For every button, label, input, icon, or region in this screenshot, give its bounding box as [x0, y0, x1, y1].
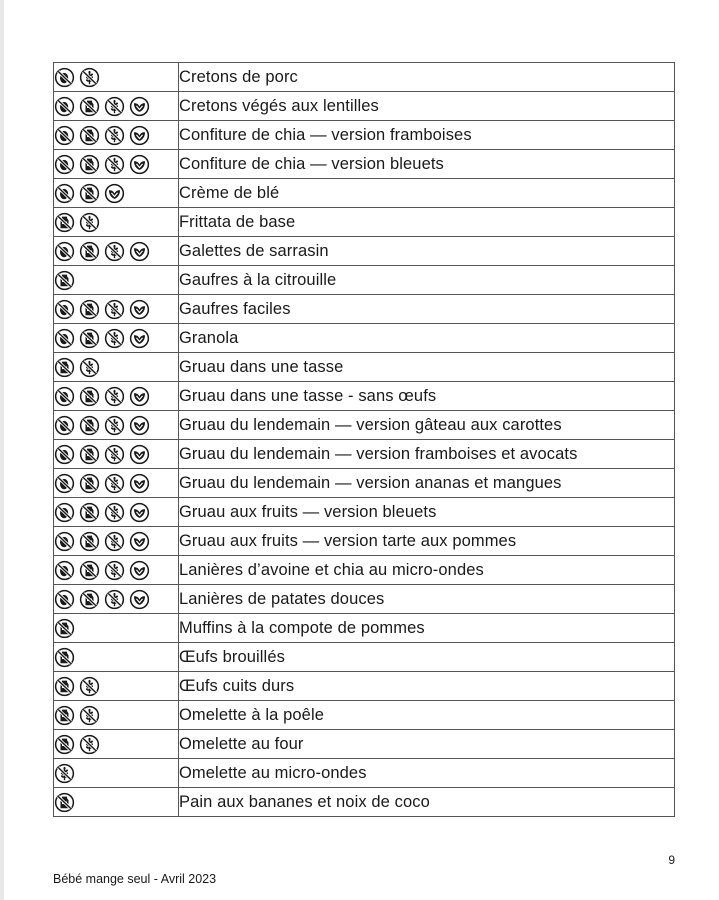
recipe-table	[53, 62, 675, 817]
recipe-name: Gruau du lendemain — version ananas et mangues	[179, 469, 675, 498]
recipe-name: Lanières d’avoine et chia au micro-ondes	[179, 556, 675, 585]
allergen-icons-cell	[54, 788, 179, 817]
no-gluten-icon	[104, 473, 125, 494]
allergen-icons-cell	[54, 672, 179, 701]
allergen-icons-cell	[54, 295, 179, 324]
table-row	[54, 730, 675, 759]
table-row	[54, 324, 675, 353]
allergen-icons-cell	[54, 730, 179, 759]
table-row	[54, 527, 675, 556]
allergen-icons-cell	[54, 469, 179, 498]
table-row	[54, 469, 675, 498]
table-row	[54, 121, 675, 150]
no-gluten-icon	[104, 125, 125, 146]
no-egg-icon	[54, 125, 75, 146]
no-dairy-icon	[79, 589, 100, 610]
recipe-name: Galettes de sarrasin	[179, 237, 675, 266]
no-egg-icon	[54, 328, 75, 349]
no-egg-icon	[54, 96, 75, 117]
no-dairy-icon	[79, 560, 100, 581]
recipe-name: Œufs brouillés	[179, 643, 675, 672]
no-egg-icon	[54, 444, 75, 465]
no-egg-icon	[54, 183, 75, 204]
no-egg-icon	[54, 241, 75, 262]
allergen-icons-cell	[54, 614, 179, 643]
no-egg-icon	[54, 473, 75, 494]
no-egg-icon	[54, 415, 75, 436]
table-row	[54, 266, 675, 295]
no-gluten-icon	[104, 386, 125, 407]
vegan-icon	[104, 183, 125, 204]
allergen-icons-cell	[54, 150, 179, 179]
recipe-name: Gruau dans une tasse	[179, 353, 675, 382]
no-gluten-icon	[104, 589, 125, 610]
vegan-icon	[129, 531, 150, 552]
no-dairy-icon	[54, 676, 75, 697]
allergen-icons-cell	[54, 585, 179, 614]
no-dairy-icon	[79, 444, 100, 465]
table-row	[54, 614, 675, 643]
no-dairy-icon	[54, 734, 75, 755]
no-dairy-icon	[79, 96, 100, 117]
allergen-icons-cell	[54, 121, 179, 150]
no-gluten-icon	[104, 531, 125, 552]
vegan-icon	[129, 241, 150, 262]
recipe-name: Gaufres faciles	[179, 295, 675, 324]
no-gluten-icon	[104, 299, 125, 320]
no-dairy-icon	[79, 241, 100, 262]
no-gluten-icon	[104, 328, 125, 349]
table-row	[54, 440, 675, 469]
no-dairy-icon	[79, 299, 100, 320]
no-gluten-icon	[54, 763, 75, 784]
no-egg-icon	[54, 502, 75, 523]
table-row	[54, 585, 675, 614]
table-row	[54, 382, 675, 411]
recipe-name: Confiture de chia — version framboises	[179, 121, 675, 150]
allergen-icons-cell	[54, 382, 179, 411]
table-row	[54, 498, 675, 527]
recipe-name: Confiture de chia — version bleuets	[179, 150, 675, 179]
no-gluten-icon	[104, 415, 125, 436]
vegan-icon	[129, 444, 150, 465]
no-egg-icon	[54, 67, 75, 88]
table-row	[54, 701, 675, 730]
no-gluten-icon	[104, 96, 125, 117]
table-row	[54, 556, 675, 585]
recipe-name: Pain aux bananes et noix de coco	[179, 788, 675, 817]
vegan-icon	[129, 415, 150, 436]
allergen-icons-cell	[54, 701, 179, 730]
table-row	[54, 411, 675, 440]
allergen-icons-cell	[54, 237, 179, 266]
vegan-icon	[129, 125, 150, 146]
allergen-icons-cell	[54, 92, 179, 121]
no-egg-icon	[54, 560, 75, 581]
no-dairy-icon	[79, 531, 100, 552]
allergen-icons-cell	[54, 353, 179, 382]
allergen-icons-cell	[54, 179, 179, 208]
no-gluten-icon	[79, 676, 100, 697]
recipe-name: Frittata de base	[179, 208, 675, 237]
no-gluten-icon	[79, 212, 100, 233]
recipe-name: Gruau dans une tasse - sans œufs	[179, 382, 675, 411]
no-dairy-icon	[54, 212, 75, 233]
allergen-icons-cell	[54, 63, 179, 92]
no-egg-icon	[54, 386, 75, 407]
allergen-icons-cell	[54, 440, 179, 469]
allergen-icons-cell	[54, 324, 179, 353]
no-dairy-icon	[79, 154, 100, 175]
no-dairy-icon	[54, 705, 75, 726]
recipe-name: Omelette au micro-ondes	[179, 759, 675, 788]
recipe-name: Granola	[179, 324, 675, 353]
no-egg-icon	[54, 531, 75, 552]
allergen-icons-cell	[54, 411, 179, 440]
no-dairy-icon	[79, 502, 100, 523]
recipe-name: Gruau aux fruits — version tarte aux pommes	[179, 527, 675, 556]
table-row	[54, 92, 675, 121]
recipe-name: Cretons végés aux lentilles	[179, 92, 675, 121]
no-dairy-icon	[54, 270, 75, 291]
recipe-name: Gruau du lendemain — version gâteau aux carottes	[179, 411, 675, 440]
recipe-name: Œufs cuits durs	[179, 672, 675, 701]
allergen-icons-cell	[54, 208, 179, 237]
no-dairy-icon	[79, 328, 100, 349]
recipe-name: Cretons de porc	[179, 63, 675, 92]
allergen-icons-cell	[54, 527, 179, 556]
table-row	[54, 237, 675, 266]
no-dairy-icon	[79, 415, 100, 436]
no-egg-icon	[54, 299, 75, 320]
recipe-name: Omelette à la poêle	[179, 701, 675, 730]
allergen-icons-cell	[54, 759, 179, 788]
recipe-name: Muffins à la compote de pommes	[179, 614, 675, 643]
no-dairy-icon	[54, 357, 75, 378]
no-dairy-icon	[79, 386, 100, 407]
no-gluten-icon	[104, 560, 125, 581]
table-row	[54, 672, 675, 701]
no-egg-icon	[54, 589, 75, 610]
allergen-icons-cell	[54, 643, 179, 672]
no-dairy-icon	[54, 647, 75, 668]
table-row	[54, 643, 675, 672]
vegan-icon	[129, 299, 150, 320]
recipe-name: Gaufres à la citrouille	[179, 266, 675, 295]
vegan-icon	[129, 560, 150, 581]
no-dairy-icon	[79, 125, 100, 146]
table-row	[54, 353, 675, 382]
allergen-icons-cell	[54, 498, 179, 527]
vegan-icon	[129, 589, 150, 610]
no-gluten-icon	[79, 357, 100, 378]
recipe-name: Gruau aux fruits — version bleuets	[179, 498, 675, 527]
no-dairy-icon	[54, 618, 75, 639]
footer-text: Bébé mange seul - Avril 2023	[53, 872, 217, 886]
page-number: 9	[668, 853, 675, 867]
table-row	[54, 208, 675, 237]
page-edge	[0, 0, 4, 900]
table-row	[54, 788, 675, 817]
no-gluten-icon	[79, 705, 100, 726]
recipe-name: Lanières de patates douces	[179, 585, 675, 614]
recipe-name: Crème de blé	[179, 179, 675, 208]
no-dairy-icon	[79, 473, 100, 494]
no-gluten-icon	[79, 734, 100, 755]
table-row	[54, 63, 675, 92]
no-gluten-icon	[104, 502, 125, 523]
no-gluten-icon	[79, 67, 100, 88]
vegan-icon	[129, 386, 150, 407]
table-row	[54, 179, 675, 208]
no-gluten-icon	[104, 241, 125, 262]
table-row	[54, 295, 675, 324]
no-gluten-icon	[104, 154, 125, 175]
allergen-icons-cell	[54, 266, 179, 295]
vegan-icon	[129, 328, 150, 349]
vegan-icon	[129, 473, 150, 494]
no-dairy-icon	[54, 792, 75, 813]
recipe-name: Omelette au four	[179, 730, 675, 759]
no-gluten-icon	[104, 444, 125, 465]
table-row	[54, 759, 675, 788]
table-row	[54, 150, 675, 179]
vegan-icon	[129, 502, 150, 523]
no-dairy-icon	[79, 183, 100, 204]
allergen-icons-cell	[54, 556, 179, 585]
vegan-icon	[129, 154, 150, 175]
no-egg-icon	[54, 154, 75, 175]
vegan-icon	[129, 96, 150, 117]
recipe-name: Gruau du lendemain — version framboises et avocats	[179, 440, 675, 469]
